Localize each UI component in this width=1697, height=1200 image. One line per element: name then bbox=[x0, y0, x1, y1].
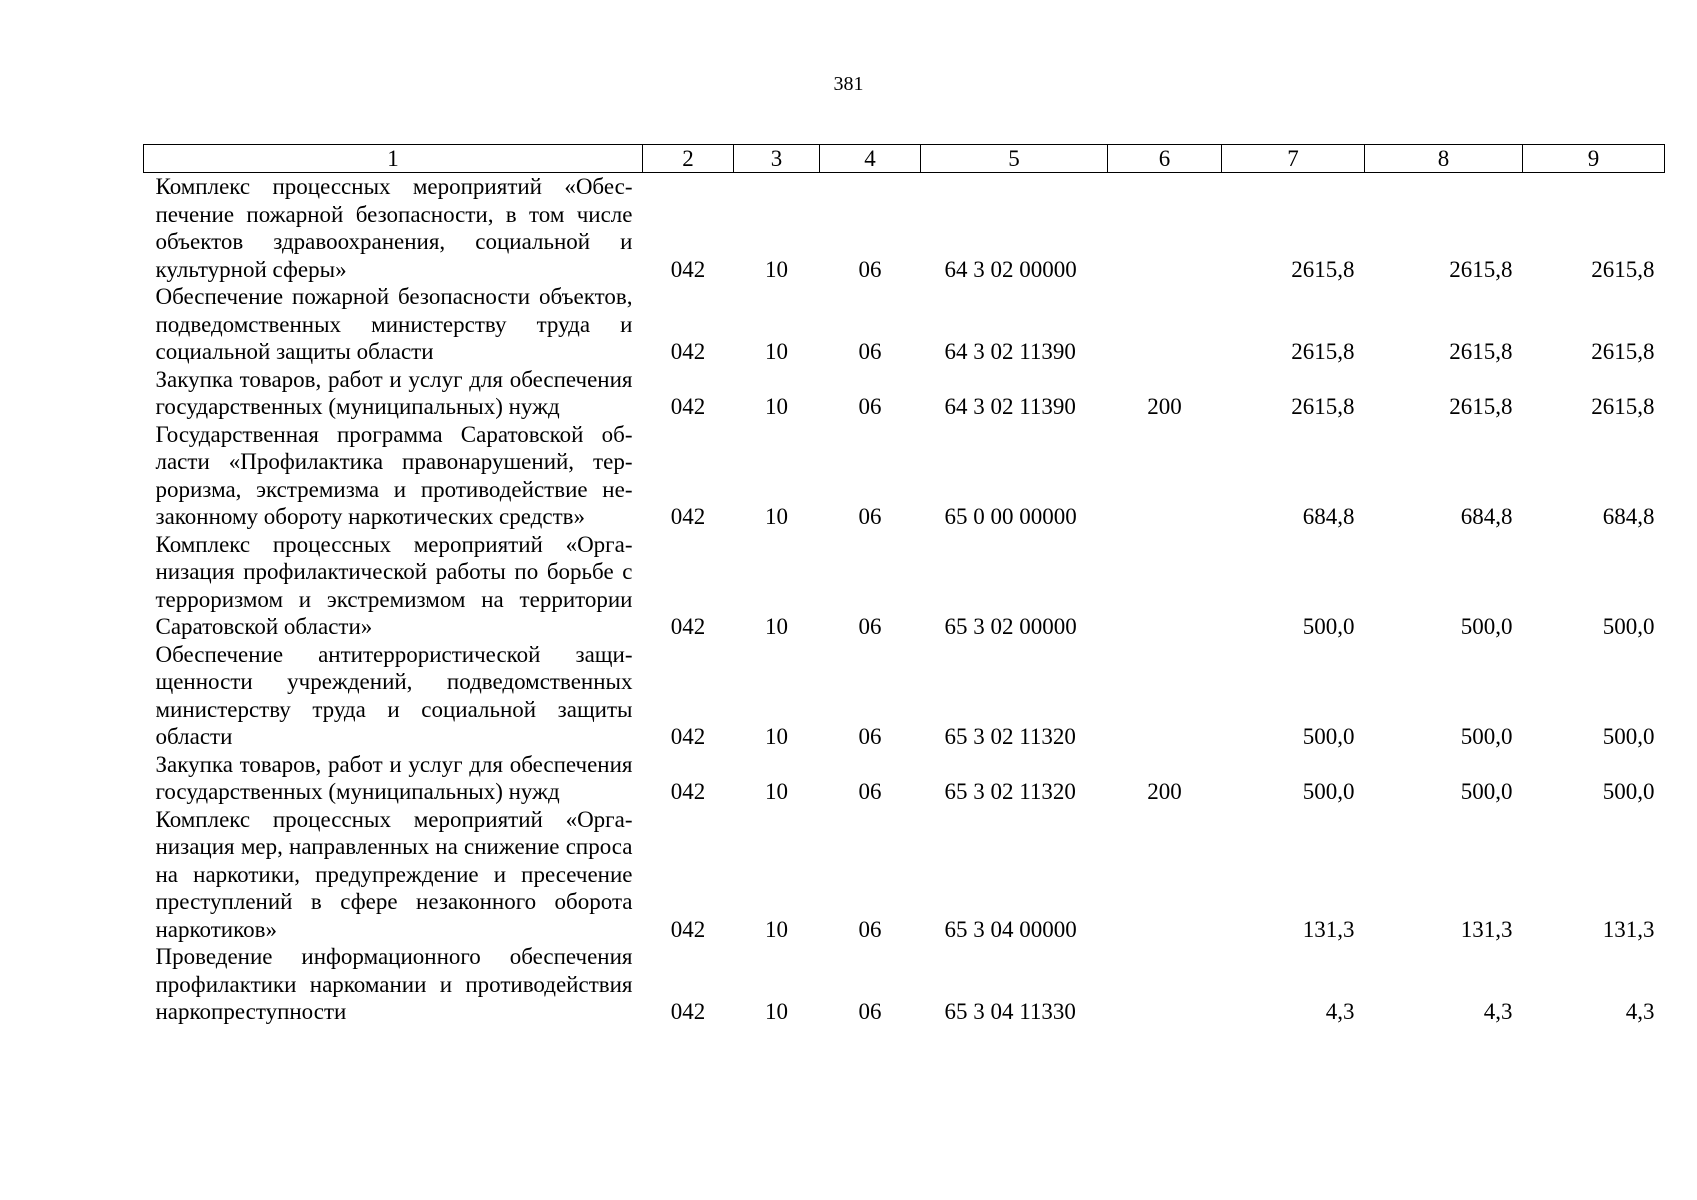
page-number: 381 bbox=[833, 73, 864, 95]
cell-subsection: 06 bbox=[858, 999, 882, 1024]
cell-target-article: 64 3 02 11390 bbox=[944, 394, 1076, 419]
cell-ministry-code: 042 bbox=[670, 504, 706, 529]
column-header-6: 6 bbox=[1108, 145, 1222, 173]
cell-amount-9: 500,0 bbox=[1602, 779, 1655, 804]
cell-target-article: 64 3 02 11390 bbox=[944, 339, 1076, 364]
cell-section: 10 bbox=[765, 614, 788, 639]
cell-expense-type bbox=[1108, 943, 1222, 1026]
table-row bbox=[144, 366, 1665, 421]
cell-section: 10 bbox=[765, 916, 788, 942]
cell-ministry-code: 042 bbox=[670, 999, 706, 1024]
table-row bbox=[144, 531, 1665, 641]
cell-amount-7: 684,8 bbox=[1302, 504, 1355, 529]
cell-amount-8: 4,3 bbox=[1483, 999, 1513, 1024]
cell-ministry-code: 042 bbox=[670, 779, 706, 804]
cell-subsection: 06 bbox=[858, 916, 882, 942]
cell-ministry-code: 042 bbox=[670, 394, 706, 419]
header-row bbox=[144, 145, 1665, 173]
cell-amount-9: 2615,8 bbox=[1591, 394, 1655, 419]
column-header-9: 9 bbox=[1523, 145, 1665, 173]
cell-target-article: 65 3 04 00000 bbox=[944, 916, 1077, 942]
cell-expense-type bbox=[1108, 806, 1222, 944]
table-body bbox=[144, 173, 1665, 1026]
cell-amount-8: 684,8 bbox=[1460, 504, 1513, 529]
cell-target-article: 65 0 00 00000 bbox=[944, 504, 1077, 529]
cell-amount-9: 684,8 bbox=[1602, 504, 1655, 529]
table-row bbox=[144, 943, 1665, 1026]
cell-ministry-code: 042 bbox=[670, 614, 706, 639]
cell-amount-9: 2615,8 bbox=[1591, 339, 1655, 364]
cell-subsection: 06 bbox=[858, 724, 882, 749]
column-header-7: 7 bbox=[1222, 145, 1365, 173]
row-name: Комплекс процессных мероприятий «Обеспечение пожарной безопасности, в том числе объектов здравоохранения, социальной и культурной сферы» bbox=[155, 174, 633, 282]
column-header-1: 1 bbox=[144, 145, 643, 173]
cell-amount-8: 500,0 bbox=[1460, 724, 1513, 749]
cell-amount-7: 500,0 bbox=[1302, 779, 1355, 804]
column-header-8: 8 bbox=[1365, 145, 1523, 173]
cell-section: 10 bbox=[765, 504, 788, 529]
cell-amount-7: 500,0 bbox=[1302, 724, 1355, 749]
cell-subsection: 06 bbox=[858, 504, 882, 529]
cell-amount-9: 500,0 bbox=[1602, 614, 1655, 639]
cell-expense-type bbox=[1108, 173, 1222, 284]
cell-section: 10 bbox=[765, 999, 788, 1024]
column-header-5: 5 bbox=[921, 145, 1108, 173]
cell-amount-8: 2615,8 bbox=[1449, 339, 1513, 364]
row-name: Комплекс процессных мероприятий «Организация профилактической работы по борьбе с терроризмом и экстремизмом на территории Саратовской области» bbox=[155, 531, 633, 639]
cell-section: 10 bbox=[765, 779, 788, 804]
cell-ministry-code: 042 bbox=[670, 339, 706, 364]
cell-target-article: 65 3 02 11320 bbox=[944, 779, 1076, 804]
cell-subsection: 06 bbox=[858, 394, 882, 419]
cell-amount-7: 2615,8 bbox=[1291, 339, 1355, 364]
cell-subsection: 06 bbox=[858, 256, 882, 282]
cell-subsection: 06 bbox=[858, 339, 882, 364]
cell-section: 10 bbox=[765, 724, 788, 749]
cell-amount-9: 4,3 bbox=[1625, 999, 1655, 1024]
budget-table bbox=[143, 144, 1665, 1026]
cell-amount-7: 131,3 bbox=[1302, 916, 1355, 942]
column-header-4: 4 bbox=[820, 145, 921, 173]
cell-section: 10 bbox=[765, 339, 788, 364]
cell-amount-8: 500,0 bbox=[1460, 614, 1513, 639]
cell-amount-7: 2615,8 bbox=[1291, 256, 1355, 282]
column-header-3: 3 bbox=[734, 145, 820, 173]
cell-expense-type: 200 bbox=[1147, 394, 1182, 419]
table-row bbox=[144, 421, 1665, 531]
cell-target-article: 65 3 02 11320 bbox=[944, 724, 1076, 749]
column-header-2: 2 bbox=[643, 145, 734, 173]
cell-amount-8: 2615,8 bbox=[1449, 256, 1513, 282]
cell-section: 10 bbox=[765, 394, 788, 419]
row-name: Государственная программа Саратовской области «Профилактика правонарушений, терроризма, экстремизма и противодействие незаконному обороту наркотических средств» bbox=[155, 421, 633, 529]
cell-expense-type: 200 bbox=[1147, 779, 1182, 804]
table-row bbox=[144, 283, 1665, 366]
cell-amount-8: 2615,8 bbox=[1449, 394, 1513, 419]
row-name: Проведение информационного обеспечения профилактики наркомании и противодействия наркопреступности bbox=[155, 944, 633, 1024]
cell-section: 10 bbox=[765, 256, 788, 282]
cell-amount-8: 131,3 bbox=[1460, 916, 1513, 942]
cell-expense-type bbox=[1108, 283, 1222, 366]
cell-expense-type bbox=[1108, 641, 1222, 751]
cell-target-article: 64 3 02 00000 bbox=[944, 256, 1077, 282]
row-name: Обеспечение пожарной безопасности объектов, подведомственных министерству труда и социальной защиты области bbox=[155, 284, 633, 364]
cell-expense-type bbox=[1108, 421, 1222, 531]
row-name: Закупка товаров, работ и услуг для обеспечения государственных (муниципальных) нужд bbox=[155, 366, 633, 419]
row-name: Обеспечение антитеррористической защищенности учреждений, подведомственных министерству труда и социальной защиты области bbox=[155, 641, 633, 749]
cell-amount-7: 2615,8 bbox=[1291, 394, 1355, 419]
cell-amount-9: 500,0 bbox=[1602, 724, 1655, 749]
cell-amount-7: 500,0 bbox=[1302, 614, 1355, 639]
table-row bbox=[144, 806, 1665, 944]
cell-ministry-code: 042 bbox=[670, 916, 706, 942]
cell-amount-9: 2615,8 bbox=[1591, 256, 1655, 282]
table-row bbox=[144, 173, 1665, 284]
cell-ministry-code: 042 bbox=[670, 724, 706, 749]
cell-ministry-code: 042 bbox=[670, 256, 706, 282]
cell-subsection: 06 bbox=[858, 614, 882, 639]
cell-expense-type bbox=[1108, 531, 1222, 641]
cell-target-article: 65 3 02 00000 bbox=[944, 614, 1077, 639]
table-row bbox=[144, 751, 1665, 806]
row-name: Комплекс процессных мероприятий «Организация мер, направленных на снижение спроса на наркотики, предупреждение и пресечение преступлений в сфере незаконного оборота наркотиков» bbox=[155, 806, 633, 942]
cell-amount-9: 131,3 bbox=[1602, 916, 1655, 942]
table-row bbox=[144, 641, 1665, 751]
cell-amount-7: 4,3 bbox=[1325, 999, 1355, 1024]
cell-amount-8: 500,0 bbox=[1460, 779, 1513, 804]
row-name: Закупка товаров, работ и услуг для обеспечения государственных (муниципальных) нужд bbox=[155, 751, 633, 804]
cell-target-article: 65 3 04 11330 bbox=[944, 999, 1076, 1024]
cell-subsection: 06 bbox=[858, 779, 882, 804]
